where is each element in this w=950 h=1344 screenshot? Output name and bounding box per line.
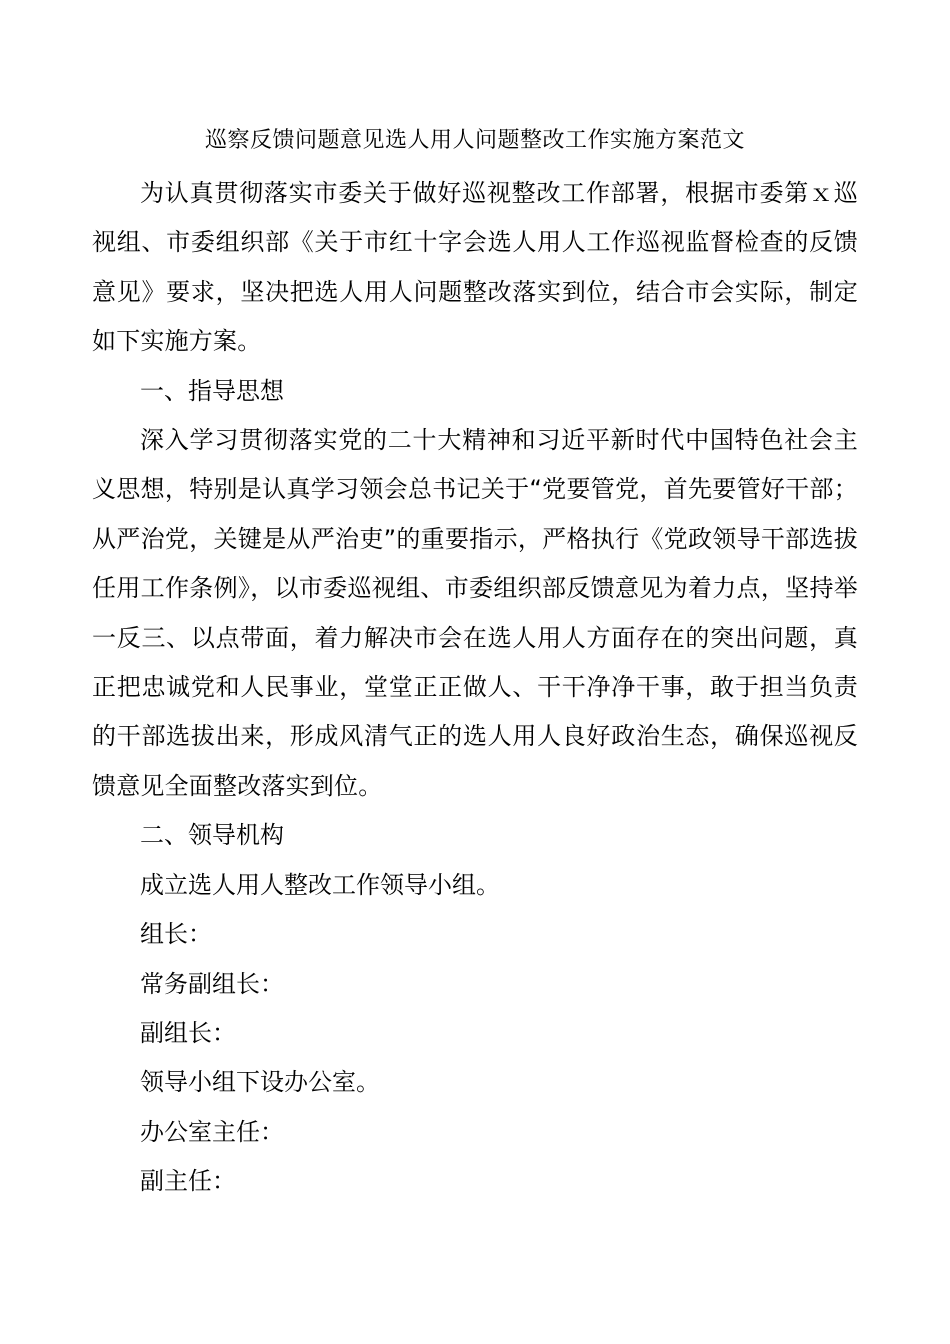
leadership-line: 常务副组长：: [140, 969, 284, 998]
section-heading-leadership: 二、领导机构: [140, 821, 284, 850]
leadership-line: 办公室主任：: [140, 1117, 284, 1146]
leadership-line: 组长：: [140, 920, 212, 949]
leadership-line: 领导小组下设办公室。: [140, 1068, 380, 1097]
document-title: 巡察反馈问题意见选人用人问题整改工作实施方案范文: [204, 128, 745, 153]
section-heading-guiding-ideology: 一、指导思想: [140, 376, 284, 405]
intro-paragraph: 为认真贯彻落实市委关于做好巡视整改工作部署，根据市委第ｘ巡视组、市委组织部《关于市红十字会选人用人工作巡视监督检查的反馈意见》要求，坚决把选人用人问题整改落实到位，结合市会实际，制定如下实施方案。: [92, 179, 858, 356]
leadership-line: 副主任：: [140, 1167, 236, 1196]
leadership-line: 成立选人用人整改工作领导小组。: [140, 870, 500, 899]
leadership-line: 副组长：: [140, 1018, 236, 1047]
guiding-ideology-paragraph: 深入学习贯彻落实党的二十大精神和习近平新时代中国特色社会主义思想，特别是认真学习领会总书记关于“党要管党，首先要管好干部；从严治党，关键是从严治吏”的重要指示，严格执行《党政领导干部选拔任用工作条例》，以市委巡视组、市委组织部反馈意见为着力点，坚持举一反三、以点带面，着力解决市会在选人用人方面存在的突出问题，真正把忠诚党和人民事业，堂堂正正做人、干干净净干事，敢于担当负责的干部选拔出来，形成风清气正的选人用人良好政治生态，确保巡视反馈意见全面整改落实到位。: [92, 426, 858, 800]
